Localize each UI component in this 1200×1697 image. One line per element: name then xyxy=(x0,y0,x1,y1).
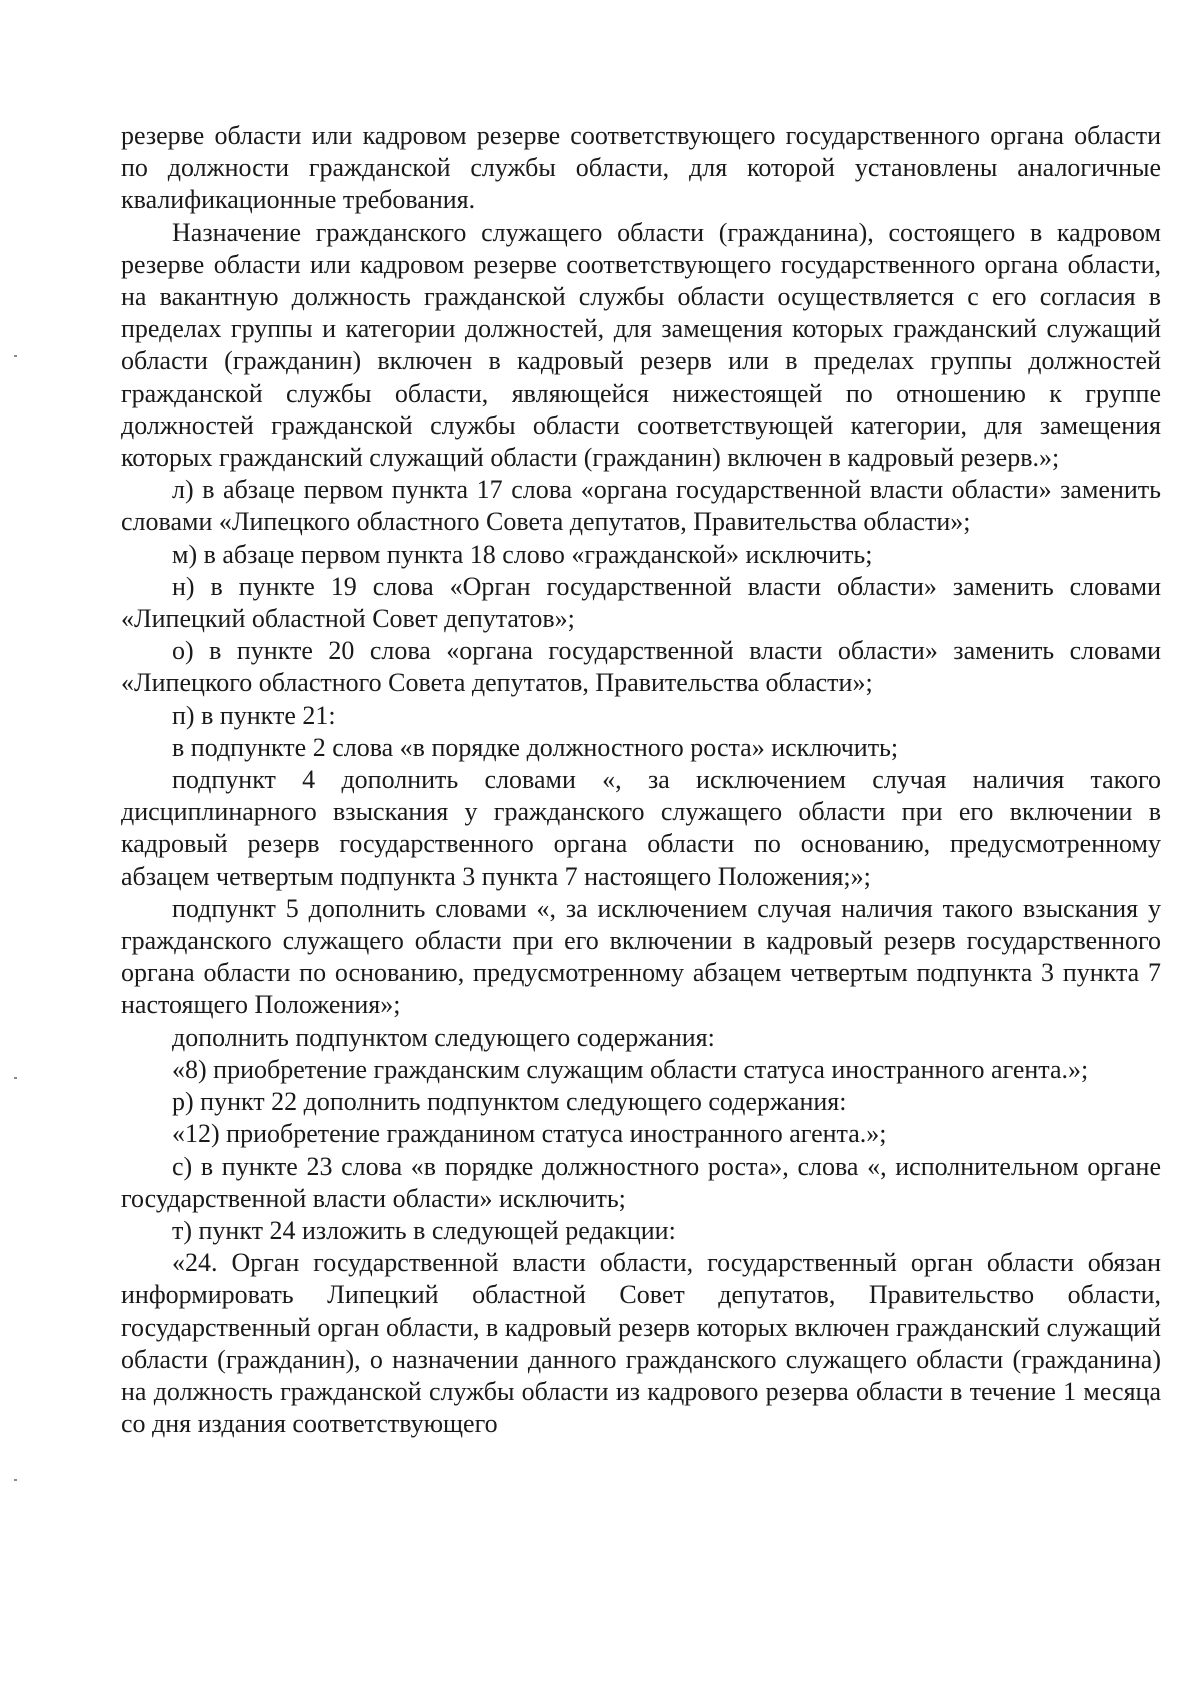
paragraph: н) в пункте 19 слова «Орган государственной власти области» заменить словами «Липецкий областной Совет депутатов»; xyxy=(121,571,1161,634)
paragraph: резерве области или кадровом резерве соответствующего государственного органа области по должности гражданской службы области, для которой установлены аналогичные квалификационные требования. xyxy=(121,121,1161,215)
paragraph: Назначение гражданского служащего области (гражданина), состоящего в кадровом резерве области или кадровом резерве соответствующего государственного органа области, на вакантную должность гражданской службы области осуществляется с его согласия в пределах группы и категории должностей, для замещения которых гражданский служащий области (гражданин) включен в кадровый резерв или в пределах группы должностей гражданской службы области, являющейся нижестоящей по отношению к группе должностей гражданской службы области соответствующей категории, для замещения которых гражданский служащий области (гражданин) включен в кадровый резерв.»; xyxy=(121,217,1161,473)
paragraph: «8) приобретение гражданским служащим области статуса иностранного агента.»; xyxy=(172,1054,1089,1084)
paragraph: р) пункт 22 дополнить подпунктом следующего содержания: xyxy=(172,1087,847,1117)
scan-edge-mark xyxy=(14,355,17,357)
paragraph: «24. Орган государственной власти области, государственный орган области обязан информировать Липецкий областной Совет депутатов, Правительство области, государственный орган области, в кадровый резерв которых включен гражданский служащий области (гражданин), о назначении данного гражданского служащего области (гражданина) на должность гражданской службы области из кадрового резерва области в течение 1 месяца со дня издания соответствующего xyxy=(121,1248,1161,1439)
document-body xyxy=(121,120,1161,1440)
paragraph: подпункт 4 дополнить словами «, за исключением случая наличия такого дисциплинарного взыскания у гражданского служащего области при его включении в кадровый резерв государственного органа области по основанию, предусмотренному абзацем четвертым подпункта 3 пункта 7 настоящего Положения;»; xyxy=(121,765,1161,891)
paragraph: м) в абзаце первом пункта 18 слово «гражданской» исключить; xyxy=(172,539,873,569)
paragraph: подпункт 5 дополнить словами «, за исключением случая наличия такого взыскания у гражданского служащего области при его включении в кадровый резерв государственного органа области по основанию, предусмотренному абзацем четвертым подпункта 3 пункта 7 настоящего Положения»; xyxy=(121,893,1161,1020)
paragraph: т) пункт 24 изложить в следующей редакции: xyxy=(172,1215,676,1245)
paragraph: «12) приобретение гражданином статуса иностранного агента.»; xyxy=(172,1119,887,1149)
paragraph: п) в пункте 21: xyxy=(172,700,336,730)
scan-edge-mark xyxy=(14,1077,17,1079)
paragraph: л) в абзаце первом пункта 17 слова «органа государственной власти области» заменить словами «Липецкого областного Совета депутатов, Правительства области»; xyxy=(121,475,1161,537)
paragraph: с) в пункте 23 слова «в порядке должностного роста», слова «, исполнительном органе государственной власти области» исключить; xyxy=(121,1151,1161,1213)
scan-edge-mark xyxy=(14,1479,17,1481)
paragraph: дополнить подпунктом следующего содержания: xyxy=(172,1022,715,1052)
paragraph: в подпункте 2 слова «в порядке должностного роста» исключить; xyxy=(172,732,899,762)
paragraph: о) в пункте 20 слова «органа государственной власти области» заменить словами «Липецкого областного Совета депутатов, Правительства области»; xyxy=(121,636,1161,698)
